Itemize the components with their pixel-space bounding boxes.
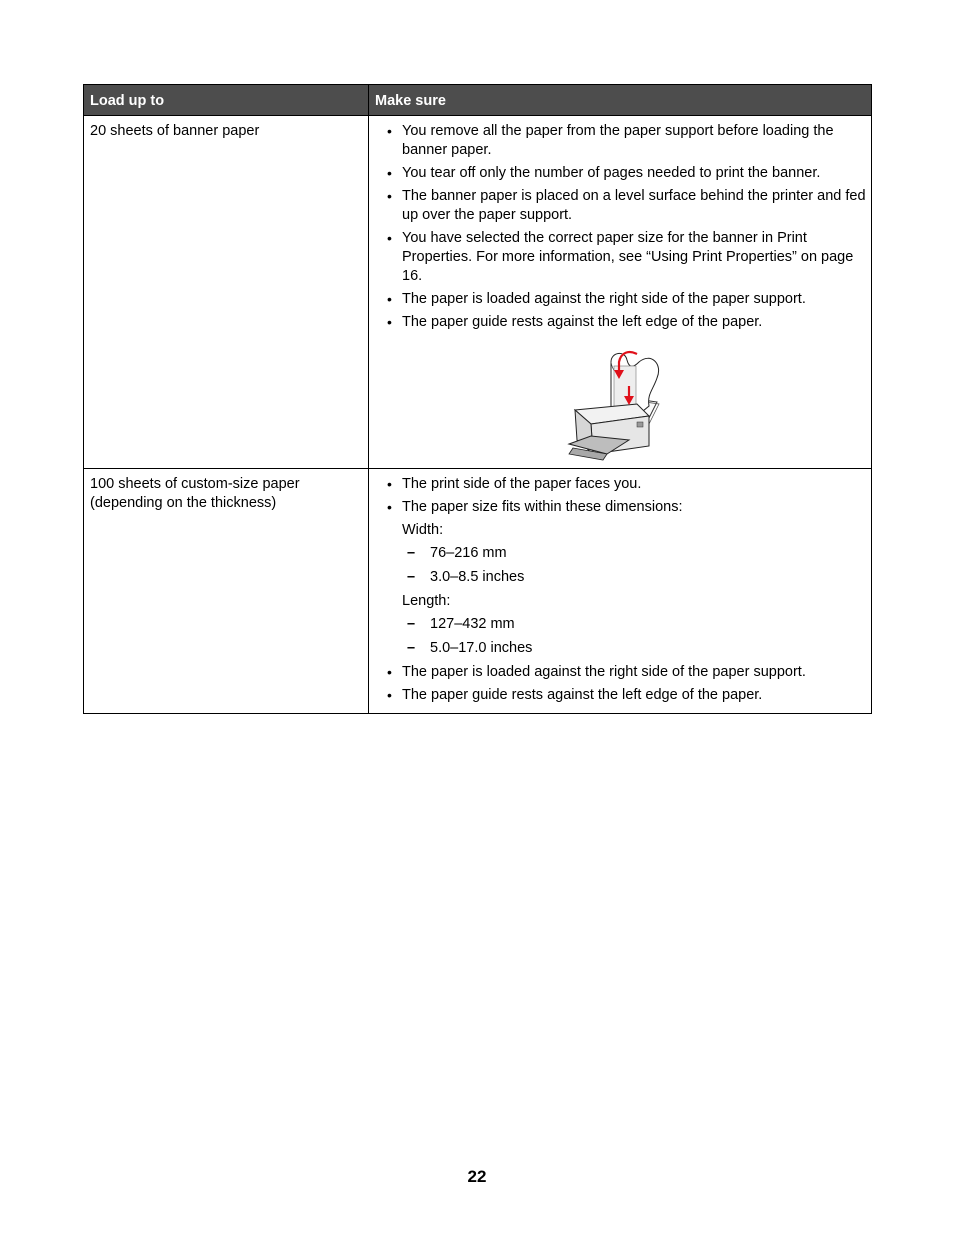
width-list — [402, 544, 867, 587]
page-number: 22 — [467, 1167, 487, 1186]
bullet-list — [375, 122, 867, 332]
table-header-row — [84, 85, 872, 116]
list-item: • The paper guide rests against the left edge of the paper. — [387, 314, 763, 330]
list-item: • The banner paper is placed on a level surface behind the printer and fed up over the paper support. — [387, 188, 866, 223]
bullet-icon: • — [387, 499, 392, 515]
printer-banner-paper-icon — [567, 350, 667, 462]
bullet-list — [375, 475, 867, 705]
make-sure-cell-banner — [369, 116, 872, 469]
bullet-icon: • — [387, 291, 392, 307]
list-item: • You tear off only the number of pages needed to print the banner. — [387, 165, 821, 181]
length-list — [402, 615, 867, 658]
header-make-sure: Make sure — [369, 85, 872, 116]
list-item: – 5.0–17.0 inches — [407, 640, 533, 656]
illustration-area — [375, 336, 867, 464]
width-label: Width: — [402, 522, 444, 538]
list-item: • The print side of the paper faces you. — [387, 476, 642, 492]
bullet-icon: • — [387, 230, 392, 246]
list-item: – 76–216 mm — [407, 545, 507, 561]
list-item: • The paper size fits within these dimensions: Width: – 76–216 mm – 3.0–8.5 inches Length: – 127–432 mm – 5.0–17.0 inches — [375, 498, 867, 658]
dash-icon: – — [407, 640, 416, 656]
bullet-icon: • — [387, 188, 392, 204]
list-item: • You have selected the correct paper size for the banner in Print Properties. For more information, see “Using Print Properties” on page 16. — [387, 230, 854, 284]
list-item: • The paper guide rests against the left edge of the paper. — [387, 687, 763, 703]
make-sure-cell-custom — [369, 469, 872, 714]
load-cell-banner: 20 sheets of banner paper — [84, 116, 369, 469]
list-item: • You remove all the paper from the paper support before loading the banner paper. — [387, 123, 834, 158]
load-cell-custom: 100 sheets of custom-size paper (depending on the thickness) — [84, 469, 369, 714]
length-label: Length: — [402, 593, 451, 609]
header-load-up-to: Load up to — [84, 85, 369, 116]
load-paper-table — [83, 84, 872, 714]
table-row — [84, 116, 872, 469]
bullet-icon: • — [387, 687, 392, 703]
bullet-icon: • — [387, 664, 392, 680]
dash-icon: – — [407, 569, 416, 585]
list-item: • The paper is loaded against the right side of the paper support. — [387, 664, 806, 680]
bullet-icon: • — [387, 123, 392, 139]
table-row — [84, 469, 872, 714]
dash-icon: – — [407, 545, 416, 561]
bullet-icon: • — [387, 165, 392, 181]
list-item: • The paper is loaded against the right side of the paper support. — [387, 291, 806, 307]
list-item: – 3.0–8.5 inches — [407, 569, 525, 585]
dash-icon: – — [407, 616, 416, 632]
list-item: – 127–432 mm — [407, 616, 515, 632]
bullet-icon: • — [387, 314, 392, 330]
bullet-icon: • — [387, 476, 392, 492]
